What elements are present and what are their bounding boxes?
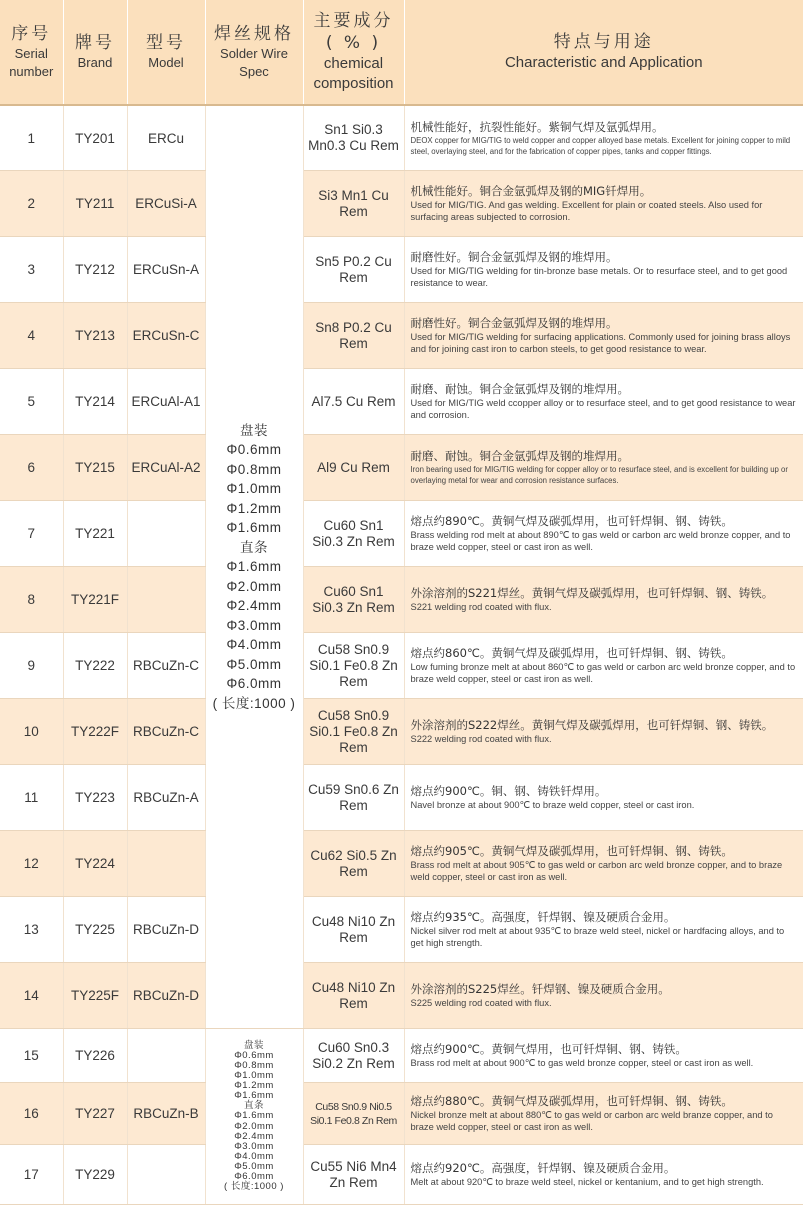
application-cn: 熔点约935℃。高强度，钎焊钢、镍及硬质合金用。 [411, 910, 798, 925]
composition-cell: Cu48 Ni10 Zn Rem [303, 897, 404, 963]
application-en: Used for MIG/TIG welding for tin-bronze base metals. Or to resurface steel, and to get good resistance to wear. [411, 265, 798, 290]
application-en: Iron bearing used for MIG/TIG welding for copper alloy or to resurface steel, and is excellent for building up or overlaying metal for wear and corrosion resistance surfaces. [411, 464, 798, 486]
header-model [127, 0, 205, 105]
brand-cell: TY229 [63, 1145, 127, 1205]
application-cell [404, 567, 803, 633]
brand-cell: TY213 [63, 303, 127, 369]
spec-line: Φ6.0mm [206, 1172, 303, 1182]
application-en: DEOX copper for MIG/TIG to weld copper and copper alloyed base metals. Excellent for joining copper to mild steel, overlaying steel, and for the fabrication of copper pipes, tanks and copper fittings. [411, 135, 798, 157]
spec-line: Φ0.8mm [206, 460, 303, 480]
application-cn: 外涂溶剂的S225焊丝。钎焊钢、镍及硬质合金用。 [411, 982, 798, 997]
brand-cell: TY221F [63, 567, 127, 633]
header-brand-en: Brand [64, 54, 127, 72]
serial-cell: 15 [0, 1029, 63, 1083]
table-row [0, 765, 803, 831]
brand-cell: TY226 [63, 1029, 127, 1083]
serial-cell: 10 [0, 699, 63, 765]
serial-cell: 2 [0, 171, 63, 237]
model-cell: ERCu [127, 105, 205, 171]
spec-line: Φ1.2mm [206, 1081, 303, 1091]
model-cell: ERCuSn-A [127, 237, 205, 303]
composition-cell: Cu48 Ni10 Zn Rem [303, 963, 404, 1029]
model-cell: ERCuSn-C [127, 303, 205, 369]
application-cell [404, 435, 803, 501]
brand-cell: TY221 [63, 501, 127, 567]
application-cn: 耐磨、耐蚀。铜合金氩弧焊及钢的堆焊用。 [411, 382, 798, 397]
spec-line: Φ2.0mm [206, 1122, 303, 1132]
serial-cell: 7 [0, 501, 63, 567]
table-row [0, 171, 803, 237]
table-row [0, 105, 803, 171]
serial-cell: 3 [0, 237, 63, 303]
table-row [0, 897, 803, 963]
header-brand-cn: 牌号 [64, 32, 127, 54]
application-cell [404, 1029, 803, 1083]
spec-line: Φ1.6mm [206, 1091, 303, 1101]
brand-cell: TY227 [63, 1083, 127, 1145]
header-application [404, 0, 803, 105]
application-cell [404, 501, 803, 567]
application-cn: 熔点约920℃。高强度，钎焊钢、镍及硬质合金用。 [411, 1161, 798, 1176]
application-cell [404, 369, 803, 435]
spec-line: Φ3.0mm [206, 1142, 303, 1152]
table-row [0, 435, 803, 501]
model-cell: RBCuZn-D [127, 897, 205, 963]
header-serial-en2: number [0, 63, 63, 81]
serial-cell: 14 [0, 963, 63, 1029]
composition-cell: Cu60 Sn1 Si0.3 Zn Rem [303, 567, 404, 633]
brand-cell: TY223 [63, 765, 127, 831]
serial-cell: 12 [0, 831, 63, 897]
model-cell [127, 501, 205, 567]
model-cell: RBCuZn-D [127, 963, 205, 1029]
brand-cell: TY215 [63, 435, 127, 501]
application-en: Brass welding rod melt at about 890℃ to gas weld or carbon arc weld bronze copper, and to braze weld copper, steel or cast iron as well. [411, 529, 798, 554]
table-row [0, 303, 803, 369]
spec-line: Φ5.0mm [206, 1162, 303, 1172]
header-app-en: Characteristic and Application [405, 53, 803, 73]
serial-cell: 11 [0, 765, 63, 831]
composition-cell: Al9 Cu Rem [303, 435, 404, 501]
spec-line: Φ2.0mm [206, 577, 303, 597]
application-cell [404, 1145, 803, 1205]
spec-line: 盘装 [206, 421, 303, 441]
application-cn: 机械性能好。铜合金氩弧焊及钢的MIG钎焊用。 [411, 184, 798, 199]
application-en: Low fuming bronze melt at about 860℃ to gas weld or carbon arc weld bronze copper, and to braze weld copper, steel or cast iron as well. [411, 661, 798, 686]
composition-cell: Cu58 Sn0.9 Si0.1 Fe0.8 Zn Rem [303, 699, 404, 765]
brand-cell: TY212 [63, 237, 127, 303]
model-cell [127, 567, 205, 633]
application-en: Melt at about 920℃ to braze weld steel, nickel or kentanium, and to get high strength. [411, 1176, 798, 1189]
spec-line: Φ0.6mm [206, 1051, 303, 1061]
application-cell [404, 765, 803, 831]
application-en: Used for MIG/TIG weld ccopper alloy or to resurface steel, and to get good resistance to wear and corrosion. [411, 397, 798, 422]
composition-cell: Cu55 Ni6 Mn4 Zn Rem [303, 1145, 404, 1205]
application-cell [404, 1083, 803, 1145]
application-cn: 外涂溶剂的S221焊丝。黄铜气焊及碳弧焊用，也可钎焊铜、钢、铸铁。 [411, 586, 798, 601]
header-composition [303, 0, 404, 105]
brand-cell: TY211 [63, 171, 127, 237]
model-cell: ERCuSi-A [127, 171, 205, 237]
application-cn: 熔点约890℃。黄铜气焊及碳弧焊用，也可钎焊铜、钢、铸铁。 [411, 514, 798, 529]
application-en: Brass rod melt at about 900℃ to gas weld bronze copper, steel or cast iron as well. [411, 1057, 798, 1070]
brand-cell: TY225F [63, 963, 127, 1029]
application-en: S222 welding rod coated with flux. [411, 733, 798, 746]
spec-line: Φ5.0mm [206, 655, 303, 675]
spec-line: Φ3.0mm [206, 616, 303, 636]
spec-line: Φ1.0mm [206, 1071, 303, 1081]
composition-cell: Sn5 P0.2 Cu Rem [303, 237, 404, 303]
spec-line: Φ2.4mm [206, 596, 303, 616]
composition-cell: Cu59 Sn0.6 Zn Rem [303, 765, 404, 831]
application-cn: 耐磨性好。铜合金氩弧焊及钢的堆焊用。 [411, 250, 798, 265]
brand-cell: TY201 [63, 105, 127, 171]
header-brand [63, 0, 127, 105]
table-row [0, 1145, 803, 1205]
composition-cell: Al7.5 Cu Rem [303, 369, 404, 435]
application-cn: 熔点约905℃。黄铜气焊及碳弧焊用，也可钎焊铜、钢、铸铁。 [411, 844, 798, 859]
table-body [0, 105, 803, 1205]
spec-line: Φ0.8mm [206, 1061, 303, 1071]
table-row [0, 633, 803, 699]
header-serial [0, 0, 63, 105]
application-cn: 外涂溶剂的S222焊丝。黄铜气焊及碳弧焊用，也可钎焊铜、钢、铸铁。 [411, 718, 798, 733]
brand-cell: TY222 [63, 633, 127, 699]
application-en: Nickel silver rod melt at about 935℃ to braze weld steel, nickel or hardfacing alloys, and to get high strength. [411, 925, 798, 950]
application-cell [404, 633, 803, 699]
serial-cell: 13 [0, 897, 63, 963]
serial-cell: 17 [0, 1145, 63, 1205]
application-cell [404, 831, 803, 897]
header-serial-en1: Serial [0, 45, 63, 63]
spec-line: Φ1.6mm [206, 1111, 303, 1121]
application-cn: 耐磨、耐蚀。铜合金氩弧焊及钢的堆焊用。 [411, 449, 798, 464]
application-cell [404, 105, 803, 171]
table-row [0, 567, 803, 633]
application-cell [404, 963, 803, 1029]
application-cn: 机械性能好，抗裂性能好。紫铜气焊及氩弧焊用。 [411, 120, 798, 135]
spec-line: 直条 [206, 538, 303, 558]
table-row [0, 831, 803, 897]
header-spec-en2: Spec [206, 63, 303, 81]
composition-cell: Sn1 Si0.3 Mn0.3 Cu Rem [303, 105, 404, 171]
application-en: S221 welding rod coated with flux. [411, 601, 798, 614]
table-row [0, 1083, 803, 1145]
spec-cell [205, 1029, 303, 1205]
brand-cell: TY225 [63, 897, 127, 963]
header-app-cn: 特点与用途 [405, 31, 803, 53]
serial-cell: 5 [0, 369, 63, 435]
table-header [0, 0, 803, 105]
spec-line: Φ4.0mm [206, 635, 303, 655]
application-cn: 熔点约860℃。黄铜气焊及碳弧焊用，也可钎焊铜、钢、铸铁。 [411, 646, 798, 661]
model-cell: RBCuZn-C [127, 699, 205, 765]
model-cell [127, 1029, 205, 1083]
table-row [0, 1029, 803, 1083]
spec-line: Φ6.0mm [206, 674, 303, 694]
spec-line: Φ1.0mm [206, 479, 303, 499]
header-comp-unit: ( % ) [304, 32, 404, 54]
model-cell [127, 1145, 205, 1205]
spec-line: Φ4.0mm [206, 1152, 303, 1162]
header-comp-cn: 主要成分 [304, 10, 404, 32]
spec-line: Φ2.4mm [206, 1132, 303, 1142]
serial-cell: 9 [0, 633, 63, 699]
model-cell: ERCuAl-A1 [127, 369, 205, 435]
header-spec-cn: 焊丝规格 [206, 23, 303, 45]
composition-cell: Cu60 Sn0.3 Si0.2 Zn Rem [303, 1029, 404, 1083]
application-cn: 熔点约900℃。铜、钢、铸铁钎焊用。 [411, 784, 798, 799]
composition-cell: Si3 Mn1 Cu Rem [303, 171, 404, 237]
composition-cell: Cu58 Sn0.9 Ni0.5 Si0.1 Fe0.8 Zn Rem [303, 1083, 404, 1145]
header-model-cn: 型号 [128, 32, 205, 54]
composition-cell: Cu60 Sn1 Si0.3 Zn Rem [303, 501, 404, 567]
application-en: Navel bronze at about 900℃ to braze weld copper, steel or cast iron. [411, 799, 798, 812]
application-en: Brass rod melt at about 905℃ to gas weld or carbon arc weld bronze copper, and to braze weld copper, steel or cast iron as well. [411, 859, 798, 884]
spec-line: ( 长度:1000 ) [206, 1182, 303, 1192]
header-spec-en1: Solder Wire [206, 45, 303, 63]
table-row [0, 237, 803, 303]
application-cell [404, 171, 803, 237]
application-cell [404, 699, 803, 765]
application-en: S225 welding rod coated with flux. [411, 997, 798, 1010]
spec-line: Φ1.2mm [206, 499, 303, 519]
serial-cell: 1 [0, 105, 63, 171]
model-cell: RBCuZn-A [127, 765, 205, 831]
spec-cell [205, 105, 303, 1029]
spec-line: ( 长度:1000 ) [206, 694, 303, 714]
application-cn: 熔点约880℃。黄铜气焊及碳弧焊用，也可钎焊铜、钢、铸铁。 [411, 1094, 798, 1109]
composition-cell: Sn8 P0.2 Cu Rem [303, 303, 404, 369]
composition-cell: Cu62 Si0.5 Zn Rem [303, 831, 404, 897]
application-cn: 熔点约900℃。黄铜气焊用，也可钎焊铜、钢、铸铁。 [411, 1042, 798, 1057]
header-serial-cn: 序号 [0, 23, 63, 45]
model-cell [127, 831, 205, 897]
spec-line: Φ0.6mm [206, 440, 303, 460]
spec-line: Φ1.6mm [206, 557, 303, 577]
spec-line: 盘装 [206, 1041, 303, 1051]
brand-cell: TY214 [63, 369, 127, 435]
table-row [0, 501, 803, 567]
application-cell [404, 237, 803, 303]
header-comp-en1: chemical [304, 54, 404, 74]
brand-cell: TY224 [63, 831, 127, 897]
table-row [0, 699, 803, 765]
model-cell: ERCuAl-A2 [127, 435, 205, 501]
header-spec [205, 0, 303, 105]
serial-cell: 8 [0, 567, 63, 633]
brand-cell: TY222F [63, 699, 127, 765]
header-comp-en2: composition [304, 74, 404, 94]
serial-cell: 6 [0, 435, 63, 501]
serial-cell: 4 [0, 303, 63, 369]
table-row [0, 369, 803, 435]
application-en: Used for MIG/TIG. And gas welding. Excellent for plain or coated steels. Also used for surfacing areas subjected to corrosion. [411, 199, 798, 224]
application-en: Used for MIG/TIG welding for surfacing applications. Commonly used for joining brass alloys and for joining cast iron to carbon steels, to get good resistance to wear. [411, 331, 798, 356]
model-cell: RBCuZn-C [127, 633, 205, 699]
application-en: Nickel bronze melt at about 880℃ to gas weld or carbon arc weld branze copper, and to braze weld copper, steel or cast iron as well. [411, 1109, 798, 1134]
table-row [0, 963, 803, 1029]
application-cell [404, 897, 803, 963]
model-cell: RBCuZn-B [127, 1083, 205, 1145]
application-cell [404, 303, 803, 369]
serial-cell: 16 [0, 1083, 63, 1145]
application-cn: 耐磨性好。铜合金氩弧焊及钢的堆焊用。 [411, 316, 798, 331]
header-model-en: Model [128, 54, 205, 72]
composition-cell: Cu58 Sn0.9 Si0.1 Fe0.8 Zn Rem [303, 633, 404, 699]
spec-line: Φ1.6mm [206, 518, 303, 538]
spec-line: 直条 [206, 1101, 303, 1111]
